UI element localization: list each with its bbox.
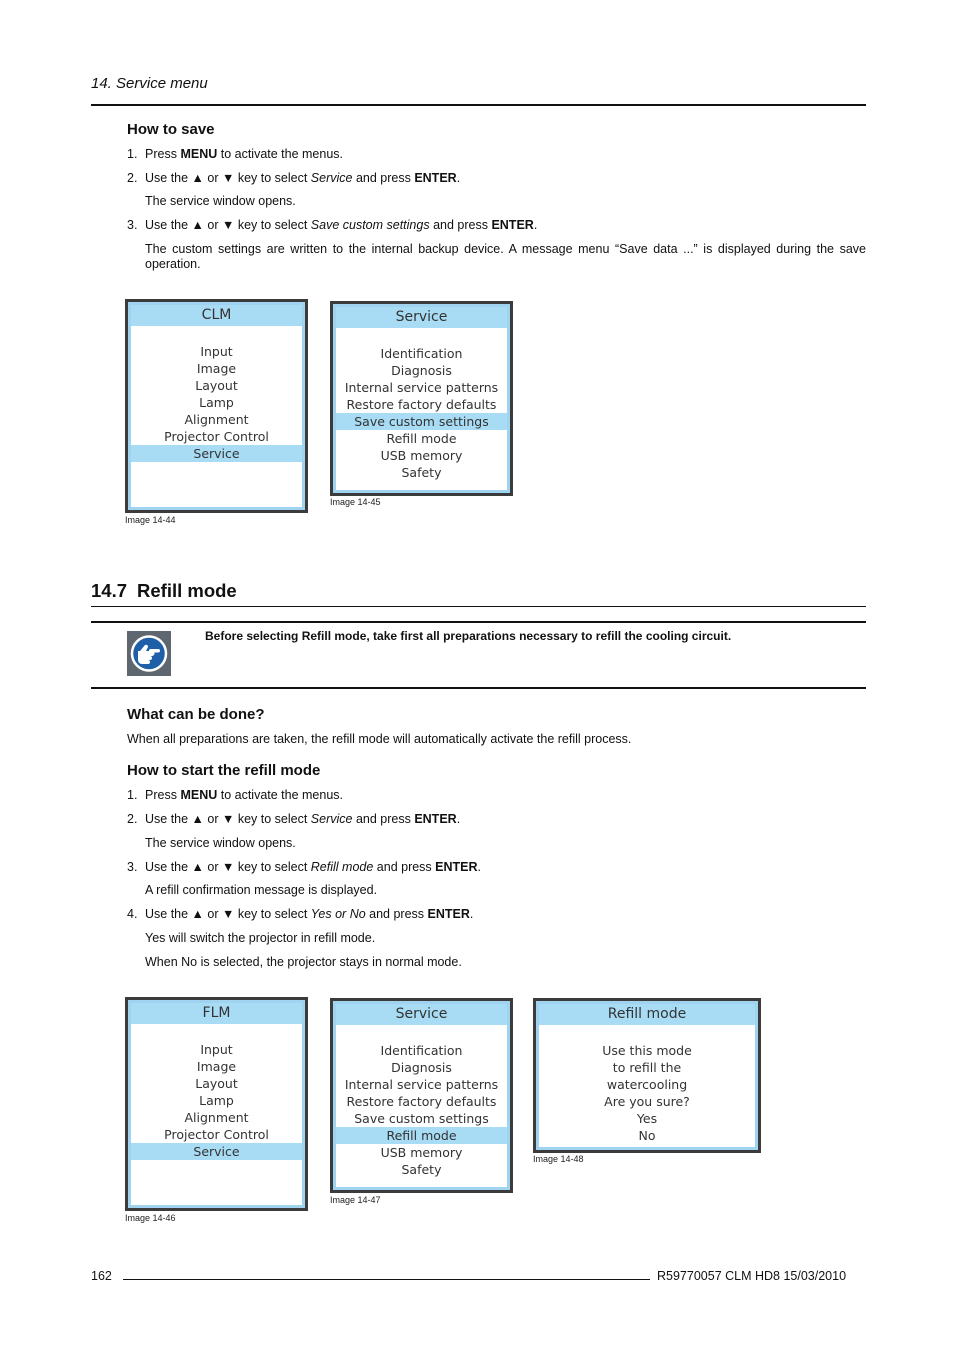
osd-item: USB memory	[380, 448, 463, 463]
section-name: Refill mode	[137, 580, 237, 601]
osd-item: Lamp	[199, 395, 234, 410]
osd-item: Restore factory defaults	[346, 397, 497, 412]
step-number: 1.	[127, 788, 138, 802]
section-title	[91, 580, 237, 602]
figure-caption: Image 14-44	[125, 515, 176, 525]
document-reference: R59770057 CLM HD8 15/03/2010	[657, 1269, 847, 1283]
osd-item: Identification	[380, 1043, 463, 1058]
figure-caption: Image 14-45	[330, 497, 381, 507]
figure-caption: Image 14-48	[533, 1154, 584, 1164]
osd-item: Alignment	[184, 412, 249, 427]
osd-item: Restore factory defaults	[346, 1094, 497, 1109]
osd-item-list	[539, 1042, 755, 1144]
osd-item: Image	[196, 1059, 237, 1074]
step-text: Press MENU to activate the menus.	[145, 788, 344, 802]
osd-menu-service	[330, 301, 513, 496]
how-to-save-heading: How to save	[127, 121, 215, 138]
osd-item-list	[131, 1041, 302, 1160]
warning-text: Before selecting Refill mode, take first all preparations necessary to refill the cooling circuit.	[205, 629, 732, 643]
step-number: 1.	[127, 147, 138, 161]
osd-item: Input	[200, 1042, 233, 1057]
note-rule-bottom	[91, 687, 866, 689]
step-note: Yes will switch the projector in refill mode.	[145, 931, 376, 945]
step-note: A refill confirmation message is displayed.	[145, 883, 378, 897]
osd-item-selected: Service	[131, 1143, 302, 1160]
osd-item: watercooling	[606, 1077, 688, 1092]
note-rule-top	[91, 621, 866, 623]
osd-item: Layout	[195, 1076, 238, 1091]
figure-caption: Image 14-47	[330, 1195, 381, 1205]
figure-caption: Image 14-46	[125, 1213, 176, 1223]
step-text: Use the ▲ or ▼ key to select Service and press ENTER.	[145, 171, 461, 185]
section-rule	[91, 606, 866, 607]
osd-item-list	[336, 1042, 507, 1178]
osd-item: Image	[196, 361, 237, 376]
osd-item-selected: Service	[131, 445, 302, 462]
osd-item: Diagnosis	[391, 1060, 452, 1075]
osd-item: Save custom settings	[354, 1111, 489, 1126]
osd-item: Identification	[380, 346, 463, 361]
osd-title: Refill mode	[539, 1004, 755, 1025]
what-can-be-done-heading: What can be done?	[127, 706, 265, 723]
step-note: The service window opens.	[145, 194, 296, 208]
osd-menu-refill-mode	[533, 998, 761, 1153]
step-note: When No is selected, the projector stays in normal mode.	[145, 955, 462, 969]
osd-item-yes: Yes	[636, 1111, 658, 1126]
step-text: Use the ▲ or ▼ key to select Service and press ENTER.	[145, 812, 461, 826]
page-number: 162	[91, 1269, 112, 1283]
osd-item: Safety	[401, 1162, 442, 1177]
osd-item-selected: Save custom settings	[336, 413, 507, 430]
osd-item: Input	[200, 344, 233, 359]
step-text: Use the ▲ or ▼ key to select Refill mode and press ENTER.	[145, 860, 482, 874]
osd-title: Service	[336, 1004, 507, 1025]
osd-item: Diagnosis	[391, 363, 452, 378]
header-rule	[91, 104, 866, 106]
step-number: 3.	[127, 860, 138, 874]
step-number: 3.	[127, 218, 138, 232]
osd-menu-clm	[125, 299, 308, 513]
step-number: 4.	[127, 907, 138, 921]
footer-rule	[123, 1279, 650, 1280]
osd-item: Internal service patterns	[344, 1077, 499, 1092]
osd-item-selected: Refill mode	[336, 1127, 507, 1144]
step-note: The service window opens.	[145, 836, 296, 850]
how-to-start-heading: How to start the refill mode	[127, 762, 321, 779]
osd-item: USB memory	[380, 1145, 463, 1160]
step-number: 2.	[127, 812, 138, 826]
osd-item: Safety	[401, 465, 442, 480]
osd-menu-service	[330, 998, 513, 1193]
step-note: The custom settings are written to the internal backup device. A message menu “Save data ...” is displayed during the save operation.	[145, 242, 866, 271]
step-number: 2.	[127, 171, 138, 185]
osd-item: Alignment	[184, 1110, 249, 1125]
osd-title: Service	[336, 307, 507, 328]
osd-item-list	[336, 345, 507, 481]
section-number: 14.7	[91, 580, 128, 601]
osd-title: FLM	[131, 1003, 302, 1024]
pointing-hand-icon	[127, 631, 171, 676]
osd-item: Use this mode	[602, 1043, 692, 1058]
osd-title: CLM	[131, 305, 302, 326]
osd-item: Are you sure?	[604, 1094, 690, 1109]
chapter-header: 14. Service menu	[91, 75, 208, 92]
osd-item-list	[131, 343, 302, 462]
osd-item: Layout	[195, 378, 238, 393]
osd-item: Refill mode	[386, 431, 457, 446]
osd-item-no: No	[638, 1128, 656, 1143]
step-text: Press MENU to activate the menus.	[145, 147, 344, 161]
osd-item: Internal service patterns	[344, 380, 499, 395]
what-can-be-done-text: When all preparations are taken, the refill mode will automatically activate the refill process.	[127, 732, 632, 746]
osd-menu-flm	[125, 997, 308, 1211]
osd-item: Projector Control	[164, 1127, 269, 1142]
step-text: Use the ▲ or ▼ key to select Yes or No and press ENTER.	[145, 907, 474, 921]
osd-item: Lamp	[199, 1093, 234, 1108]
step-text: Use the ▲ or ▼ key to select Save custom settings and press ENTER.	[145, 218, 538, 232]
osd-item: to refill the	[612, 1060, 682, 1075]
osd-item: Projector Control	[164, 429, 269, 444]
